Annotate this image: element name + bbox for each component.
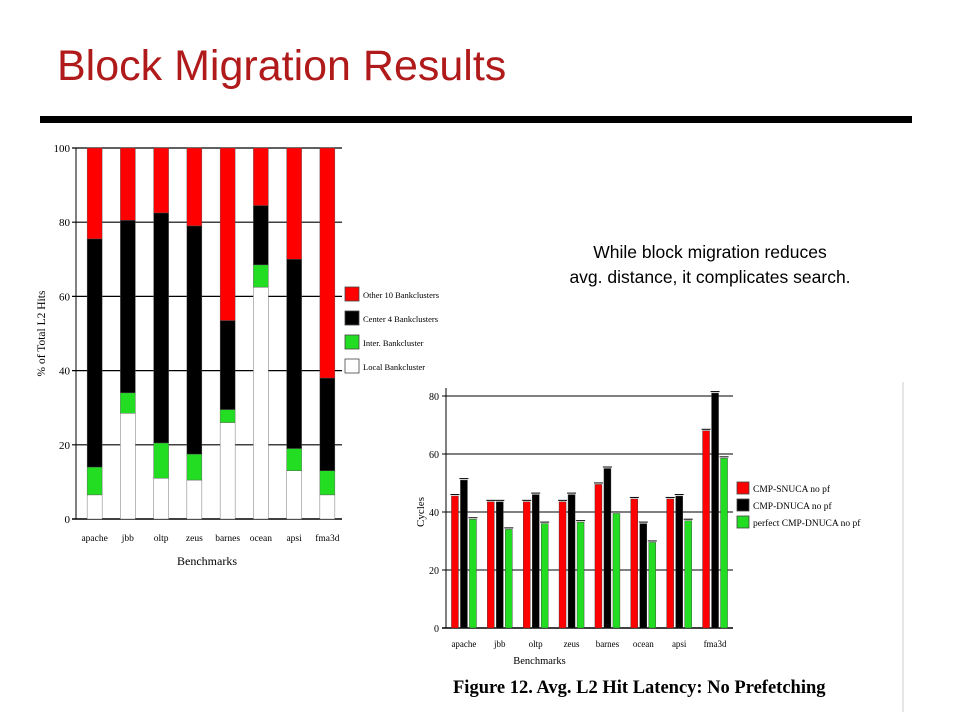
x-tick-label: ocean (632, 639, 654, 649)
x-tick-label: oltp (528, 639, 543, 649)
legend-label: perfect CMP-DNUCA no pf (753, 519, 861, 529)
bar (631, 499, 638, 628)
bar (568, 495, 575, 628)
legend-label: Local Bankcluster (363, 362, 426, 372)
x-tick-label: barnes (215, 534, 241, 544)
bar (613, 513, 620, 628)
figure-caption: Figure 12. Avg. L2 Hit Latency: No Prefetching (453, 678, 826, 698)
x-tick-label: jbb (494, 639, 506, 649)
bar (559, 502, 566, 628)
y-tick-label: 20 (429, 566, 439, 577)
x-tick-label: fma3d (315, 534, 340, 544)
x-tick-label: zeus (185, 534, 203, 544)
bar (703, 431, 710, 628)
x-axis-label: Benchmarks (177, 554, 237, 568)
legend-swatch (737, 516, 749, 528)
bar (532, 495, 539, 628)
bar (712, 393, 719, 628)
x-tick-label: ocean (249, 534, 272, 544)
legend-label: Center 4 Bankclusters (363, 314, 439, 324)
bar (676, 496, 683, 628)
bar (667, 499, 674, 628)
x-tick-label: jbb (121, 534, 134, 544)
x-tick-label: fma3d (703, 639, 727, 649)
bar (523, 502, 530, 628)
y-tick-label: 80 (59, 217, 70, 230)
y-tick-label: 60 (429, 450, 439, 461)
bar (505, 529, 512, 628)
x-tick-label: zeus (563, 639, 580, 649)
bar (577, 522, 584, 628)
x-tick-label: apsi (286, 534, 302, 544)
slide-title: Block Migration Results (57, 42, 507, 90)
legend-label: CMP-DNUCA no pf (753, 502, 832, 512)
bar (685, 521, 692, 628)
x-tick-label: apache (451, 639, 477, 649)
bar (649, 542, 656, 628)
y-tick-label: 0 (434, 624, 439, 635)
x-tick-label: barnes (595, 639, 620, 649)
bar (451, 496, 458, 628)
bar (541, 524, 548, 628)
y-axis-label: Cycles (415, 497, 427, 527)
y-tick-label: 100 (53, 143, 70, 155)
y-tick-label: 20 (59, 439, 70, 452)
legend-label: CMP-SNUCA no pf (753, 485, 831, 495)
bar (496, 502, 503, 628)
annotation-line-2: avg. distance, it complicates search. (569, 267, 851, 287)
x-tick-label: apache (81, 534, 108, 544)
y-axis-label: % of Total L2 Hits (36, 290, 48, 377)
bar (721, 458, 728, 628)
x-axis-label: Benchmarks (513, 656, 566, 667)
legend-label: Other 10 Bankclusters (363, 290, 440, 300)
bar (469, 519, 476, 628)
y-tick-label: 60 (59, 291, 70, 304)
bar (640, 524, 647, 628)
bar (487, 502, 494, 628)
legend-swatch (737, 482, 749, 494)
annotation-line-1: While block migration reduces (593, 242, 827, 262)
y-tick-label: 40 (59, 365, 70, 378)
x-tick-label: apsi (671, 639, 687, 649)
legend-swatch (737, 499, 749, 511)
bar (595, 484, 602, 628)
bar (604, 469, 611, 629)
bar (460, 480, 467, 628)
y-tick-label: 80 (429, 392, 439, 403)
legend-label: Inter. Bankcluster (363, 338, 424, 348)
x-tick-label: oltp (153, 534, 169, 544)
y-tick-label: 0 (64, 514, 70, 526)
y-tick-label: 40 (429, 508, 439, 519)
